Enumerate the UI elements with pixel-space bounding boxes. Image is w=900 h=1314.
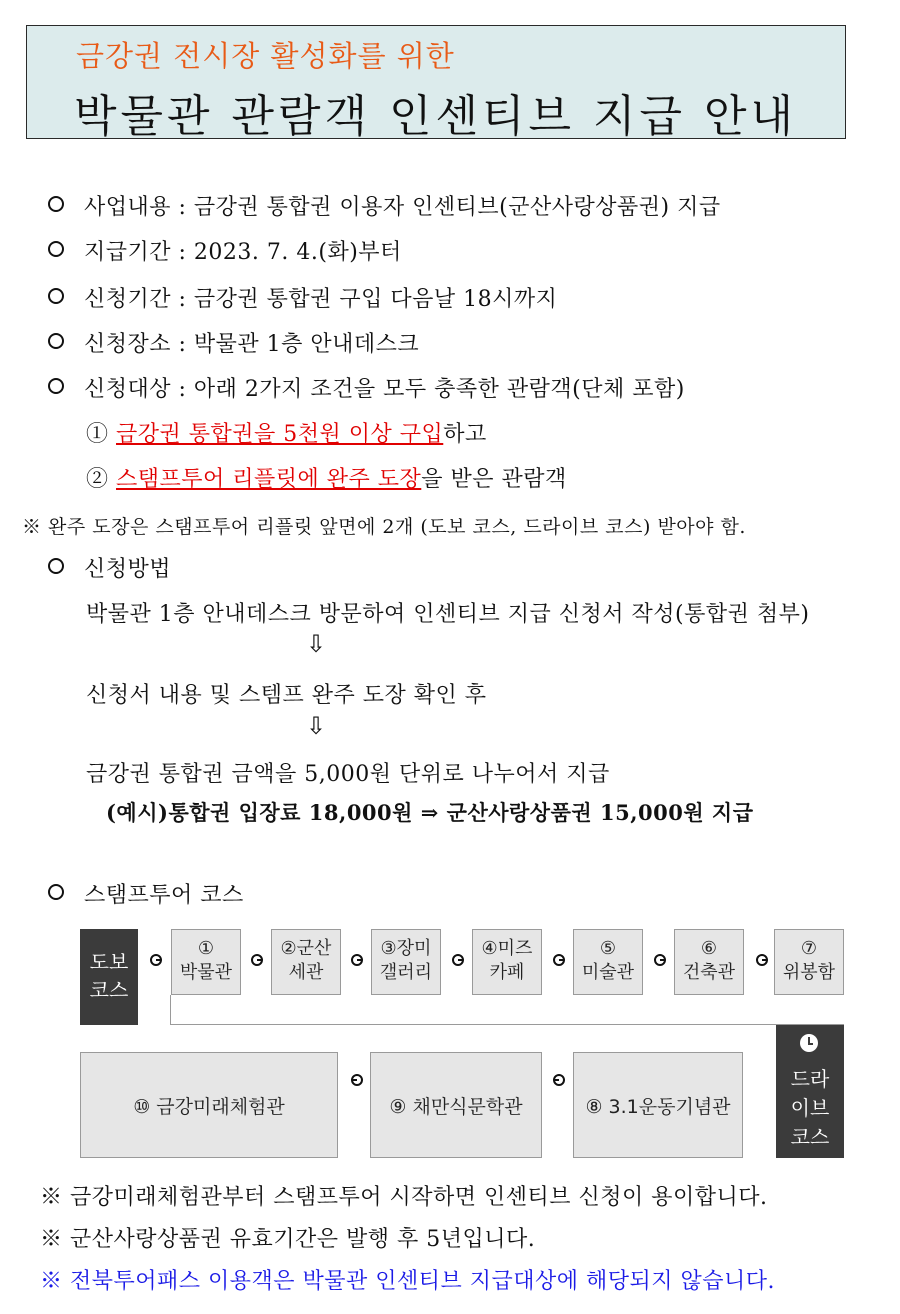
stop-name: 세관	[288, 962, 324, 983]
stop-name: 갤러리	[379, 962, 433, 983]
drive-stop-label: ⑩ 금강미래체험관	[133, 1095, 285, 1118]
footnote: ※ 군산사랑상품권 유효기간은 발행 후 5년입니다.	[40, 1227, 536, 1252]
walk-stop	[573, 929, 643, 995]
drive-stop	[573, 1052, 743, 1158]
course-heading: 스탬프투어 코스	[84, 883, 244, 908]
condition-number: ①	[86, 422, 109, 447]
drive-stop-label: ⑨ 채만식문학관	[389, 1095, 523, 1118]
item-row: 신청장소 : 박물관 1층 안내데스크	[48, 327, 419, 358]
bullet-circle-icon	[48, 884, 64, 900]
stop-number: ③장미	[380, 938, 432, 959]
next-arrow-icon	[654, 954, 666, 966]
item-text: 2023. 7. 4.(화)부터	[193, 240, 402, 265]
drive-stop	[370, 1052, 542, 1158]
method-step: 신청서 내용 및 스템프 완주 도장 확인 후	[86, 683, 487, 708]
condition-rest: 을 받은 관람객	[421, 467, 567, 492]
next-arrow-icon	[756, 954, 768, 966]
walk-stop	[674, 929, 744, 995]
item-row: 지급기간 : 2023. 7. 4.(화)부터	[48, 235, 402, 266]
prev-arrow-icon	[553, 1074, 565, 1086]
next-arrow-icon	[150, 954, 162, 966]
drive-stop-label: ⑧ 3.1운동기념관	[585, 1095, 731, 1118]
walk-stop	[371, 929, 441, 995]
condition-number: ②	[86, 467, 109, 492]
condition-highlight: 금강권 통합권을 5천원 이상 구입	[116, 422, 444, 447]
page-title: 박물관 관람객 인센티브 지급 안내	[74, 91, 797, 142]
item-label: 신청기간	[84, 287, 172, 312]
item-label: 신청장소	[84, 332, 172, 357]
stop-number: ④미즈	[481, 938, 533, 959]
stop-name: 건축관	[682, 962, 736, 983]
item-text: 금강권 통합권 이용자 인센티브(군산사랑상품권) 지급	[193, 195, 721, 220]
stop-number: ⑥	[700, 938, 718, 959]
condition-row	[86, 417, 487, 448]
item-label: 사업내용	[84, 195, 172, 220]
item-label: 지급기간	[84, 240, 172, 265]
item-text: 금강권 통합권 구입 다음날 18시까지	[193, 287, 558, 312]
down-arrow-icon: ⇩	[306, 630, 327, 658]
item-label: 신청대상	[84, 377, 172, 402]
walk-stop	[472, 929, 542, 995]
footnote: ※ 금강미래체험관부터 스탬프투어 시작하면 인센티브 신청이 용이합니다.	[40, 1185, 768, 1210]
walk-stop	[271, 929, 341, 995]
method-heading-row	[48, 552, 171, 583]
item-row: 신청대상 : 아래 2가지 조건을 모두 충족한 관람객(단체 포함)	[48, 372, 685, 403]
course-heading-row	[48, 878, 244, 909]
walk-course-label: 도보 코스	[80, 929, 138, 1025]
stop-number: ①	[197, 938, 215, 959]
condition-rest: 하고	[443, 422, 487, 447]
next-arrow-icon	[452, 954, 464, 966]
stop-name: 위봉함	[782, 962, 836, 983]
stop-number: ⑦	[800, 938, 818, 959]
next-arrow-icon	[553, 954, 565, 966]
bullet-circle-icon	[48, 333, 64, 349]
stop-number: ②군산	[280, 938, 332, 959]
bullet-circle-icon	[48, 196, 64, 212]
prev-arrow-icon	[351, 1074, 363, 1086]
item-text: 아래 2가지 조건을 모두 충족한 관람객(단체 포함)	[193, 377, 685, 402]
drive-stop	[80, 1052, 338, 1158]
condition-row	[86, 462, 567, 493]
method-step: 박물관 1층 안내데스크 방문하여 인센티브 지급 신청서 작성(통합권 첨부)	[86, 602, 810, 627]
stop-name: 카페	[489, 962, 525, 983]
method-step: 금강권 통합권 금액을 5,000원 단위로 나누어서 지급	[86, 762, 610, 787]
course-connector-line	[170, 995, 844, 1025]
clock-icon	[800, 1034, 818, 1052]
stop-name: 미술관	[581, 962, 635, 983]
walk-stop	[171, 929, 241, 995]
stop-name: 박물관	[179, 962, 233, 983]
item-row: 사업내용 : 금강권 통합권 이용자 인센티브(군산사랑상품권) 지급	[48, 190, 721, 221]
bullet-circle-icon	[48, 241, 64, 257]
next-arrow-icon	[251, 954, 263, 966]
stamp-note: ※ 완주 도장은 스탬프투어 리플릿 앞면에 2개 (도보 코스, 드라이브 코스) 받아야 함.	[22, 516, 746, 538]
condition-highlight: 스탬프투어 리플릿에 완주 도장	[116, 467, 422, 492]
down-arrow-icon: ⇩	[306, 712, 327, 740]
drive-course-label: 드라 이브 코스	[776, 1025, 844, 1158]
walk-stop	[774, 929, 844, 995]
method-heading: 신청방법	[84, 557, 172, 582]
item-row: 신청기간 : 금강권 통합권 구입 다음날 18시까지	[48, 282, 557, 313]
stop-number: ⑤	[599, 938, 617, 959]
bullet-circle-icon	[48, 288, 64, 304]
footnote-warning: ※ 전북투어패스 이용객은 박물관 인센티브 지급대상에 해당되지 않습니다.	[40, 1269, 776, 1294]
bullet-circle-icon	[48, 378, 64, 394]
title-subtitle: 금강권 전시장 활성화를 위한	[76, 39, 455, 73]
bullet-circle-icon	[48, 558, 64, 574]
item-text: 박물관 1층 안내데스크	[193, 332, 420, 357]
method-example: (예시)통합권 입장료 18,000원 ⇒ 군산사랑상품권 15,000원 지급	[106, 800, 754, 825]
next-arrow-icon	[351, 954, 363, 966]
